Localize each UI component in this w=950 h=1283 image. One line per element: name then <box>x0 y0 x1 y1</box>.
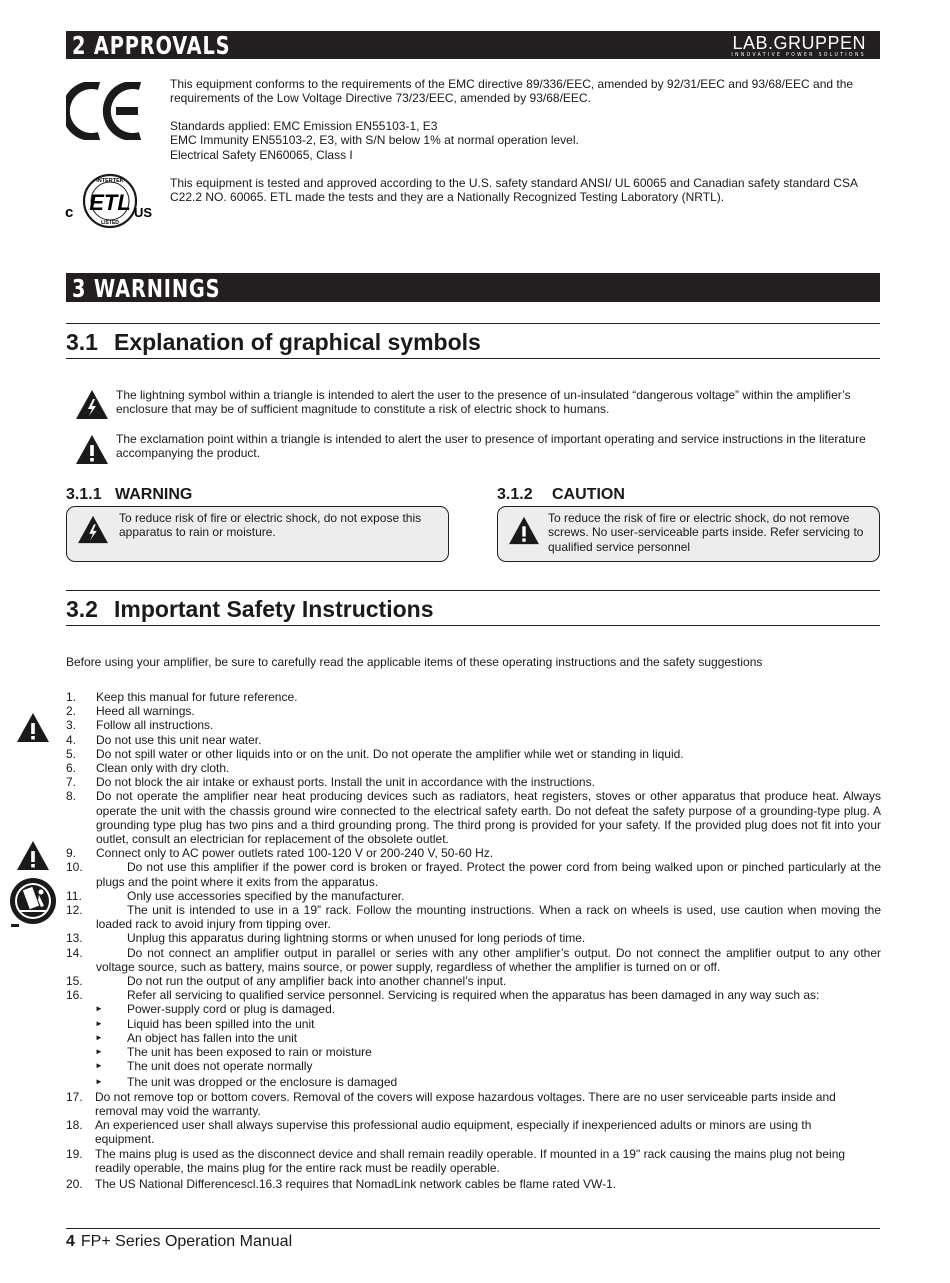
brand-logo-tagline: INNOVATIVE POWER SOLUTIONS <box>731 52 866 58</box>
warning-box-text: To reduce risk of fire or electric shock, do not expose this apparatus to rain or moisture. <box>119 511 422 540</box>
list-item <box>66 789 881 846</box>
item-text: Connect only to AC power outlets rated 100-120 V or 200-240 V, 50-60 Hz. <box>96 846 494 861</box>
exclamation-symbol-text: The exclamation point within a triangle is intended to alert the user to presence of important operating and service instructions in the literature accompanying the product. <box>116 432 866 461</box>
item-number: 15. <box>66 974 83 989</box>
section-number: 3.1 <box>66 329 98 355</box>
item-text: Do not connect an amplifier output in parallel or series with any other amplifier’s output. Do not connect the amplifier output to any other voltage source, such as battery, mains source, or power supply, regardless of whether the amplifier is turned on or off. <box>96 945 881 974</box>
list-item <box>66 1090 856 1118</box>
section-3-1-2-heading <box>497 486 625 504</box>
page-number: 4 <box>66 1233 75 1250</box>
item-text: Unplug this apparatus during lightning storms or when unused for long periods of time. <box>127 931 586 946</box>
etl-logo-center: ETL <box>89 190 131 215</box>
item-number: 10. <box>66 860 83 875</box>
bullet-arrow-icon: ► <box>95 1047 103 1057</box>
section-rule <box>66 590 880 591</box>
section-3-1-heading <box>66 328 481 356</box>
standards-line: Electrical Safety EN60065, Class I <box>170 147 353 162</box>
ce-mark-icon <box>66 82 144 140</box>
caution-box <box>497 506 880 562</box>
item-text: Do not run the output of any amplifier back into another channel’s input. <box>127 974 507 989</box>
list-item <box>66 903 881 931</box>
section-rule <box>66 323 880 324</box>
bullet-arrow-icon: ► <box>95 1018 103 1028</box>
section-title: Important Safety Instructions <box>114 596 434 622</box>
list-item <box>66 1177 856 1191</box>
item-number: 12. <box>66 903 83 918</box>
bullet-arrow-icon: ► <box>95 1032 103 1042</box>
list-item <box>66 946 881 974</box>
etl-logo-left: c <box>65 204 74 221</box>
etl-logo-bottom: LISTED <box>101 220 119 226</box>
footer-rule <box>66 1228 880 1229</box>
bullet-arrow-icon: ► <box>95 1004 103 1014</box>
warnings-header-bar <box>66 273 880 302</box>
list-item <box>66 974 881 988</box>
section-rule <box>66 625 880 626</box>
item-text: Heed all warnings. <box>96 704 195 719</box>
list-item <box>66 1118 856 1146</box>
standards-line: Standards applied: EMC Emission EN55103-1, E3 <box>170 119 438 133</box>
item-number: 16. <box>66 988 83 1003</box>
item-text: Do not use this amplifier if the power cord is broken or frayed. Protect the power cord from being walked upon or pinched particularly at the plugs and the point where it exits from the apparatus. <box>96 860 881 889</box>
item-text: Refer all servicing to qualified service personnel. Servicing is required when the apparatus has been damaged in any way such as: <box>127 988 820 1003</box>
safety-instructions-list <box>66 690 881 1191</box>
item-text: Clean only with dry cloth. <box>96 761 230 776</box>
item-text: Keep this manual for future reference. <box>96 690 298 704</box>
bullet-item <box>66 1002 881 1016</box>
bullet-text: Power-supply cord or plug is damaged. <box>127 1002 336 1017</box>
item-number: 11. <box>66 888 82 903</box>
item-text: An experienced user shall always supervise this professional audio equipment, especially if inexperienced adults or minors are using th equipment. <box>95 1118 812 1147</box>
item-number: 1. <box>66 690 77 704</box>
etl-logo-top: INTERTEK <box>96 178 124 184</box>
list-item <box>66 931 881 945</box>
section-title: WARNING <box>115 486 193 503</box>
list-item <box>66 704 881 718</box>
bullet-text: The unit does not operate normally <box>127 1059 313 1074</box>
item-text: Do not spill water or other liquids into or on the unit. Do not operate the amplifier while wet or standing in liquid. <box>96 746 684 761</box>
section-title: Explanation of graphical symbols <box>114 329 481 355</box>
etl-logo-right: US <box>134 205 153 220</box>
item-number: 5. <box>66 746 77 761</box>
lightning-warning-icon <box>77 515 109 544</box>
section-number: 3.1.2 <box>497 486 533 503</box>
etl-listed-logo-icon <box>64 172 159 230</box>
exclamation-warning-icon <box>16 840 50 871</box>
list-item <box>66 690 881 704</box>
list-item <box>66 1147 856 1175</box>
list-item <box>66 733 881 747</box>
bullet-text: The unit has been exposed to rain or moisture <box>127 1045 372 1060</box>
list-item <box>66 860 881 888</box>
item-number: 3. <box>66 718 77 733</box>
list-item <box>66 761 881 775</box>
list-item <box>66 775 881 789</box>
bullet-item <box>66 1017 881 1031</box>
item-number: 9. <box>66 846 77 861</box>
item-number: 4. <box>66 732 77 747</box>
item-number: 17. <box>66 1089 83 1104</box>
item-number: 13. <box>66 931 83 946</box>
approvals-title: 2 APPROVALS <box>72 31 231 60</box>
warnings-title: 3 WARNINGS <box>72 274 221 303</box>
brand-logo <box>731 34 866 59</box>
item-number: 18. <box>66 1118 83 1133</box>
item-number: 14. <box>66 945 83 960</box>
page-footer <box>66 1232 292 1252</box>
item-text: The US National Differencescl.16.3 requires that NomadLink network cables be flame rated VW-1. <box>95 1176 617 1191</box>
list-item <box>66 988 881 1002</box>
exclamation-warning-icon <box>75 434 109 465</box>
bullet-item <box>66 1075 881 1089</box>
bullet-arrow-icon: ► <box>95 1077 103 1087</box>
item-number: 19. <box>66 1146 83 1161</box>
standards-line: EMC Immunity EN55103-2, E3, with S/N below 1% at normal operation level. <box>170 133 579 148</box>
item-text: Do not block the air intake or exhaust ports. Install the unit in accordance with the instructions. <box>96 775 595 790</box>
item-number: 7. <box>66 775 77 790</box>
section-rule <box>66 358 880 359</box>
bullet-item <box>66 1059 881 1073</box>
bullet-item <box>66 1045 881 1059</box>
section-3-1-1-heading <box>66 486 192 504</box>
brand-logo-text: LAB.GRUPPEN <box>732 33 866 53</box>
section-number: 3.1.1 <box>66 486 102 503</box>
list-item <box>66 846 881 860</box>
bullet-text: Liquid has been spilled into the unit <box>127 1016 315 1031</box>
exclamation-warning-icon <box>508 516 540 545</box>
item-text: Do not remove top or bottom covers. Removal of the covers will expose hazardous voltages. There are no user serviceable parts inside and removal may void the warranty. <box>95 1089 836 1118</box>
caution-box-text: To reduce the risk of fire or electric shock, do not remove screws. No user-serviceable parts inside. Refer servicing to qualified service personnel <box>548 511 864 554</box>
manual-title: FP+ Series Operation Manual <box>80 1233 293 1250</box>
item-text: The mains plug is used as the disconnect device and shall remain readily operable. If mounted in a 19" rack causing the mains plug not being readily operable, the mains plug for the entire rack must be readily operable. <box>95 1146 846 1175</box>
ce-conformity-text: This equipment conforms to the requirements of the EMC directive 89/336/EEC, amended by 92/31/EEC and 93/68/EEC and the requirements of the Low Voltage Directive 73/23/EEC, amended by 93/68/EEC. <box>170 77 854 106</box>
exclamation-warning-icon <box>16 712 50 743</box>
item-text: Follow all instructions. <box>96 718 214 733</box>
lightning-warning-icon <box>75 389 109 420</box>
rack-tip-over-warning-icon <box>8 876 60 930</box>
item-text: The unit is intended to use in a 19” rack. Follow the mounting instructions. When a rack on wheels is used, use caution when moving the loaded rack to avoid injury from tipping over. <box>96 903 881 932</box>
item-number: 2. <box>66 704 77 719</box>
item-number: 6. <box>66 761 77 776</box>
item-number: 8. <box>66 789 77 804</box>
standards-block <box>170 119 882 162</box>
bullet-arrow-icon: ► <box>95 1061 103 1071</box>
list-item <box>66 747 881 761</box>
item-text: Only use accessories specified by the manufacturer. <box>127 888 405 903</box>
approvals-header-bar <box>66 31 880 59</box>
list-item <box>66 889 881 903</box>
bullet-text: The unit was dropped or the enclosure is damaged <box>127 1075 398 1090</box>
item-text: Do not operate the amplifier near heat producing devices such as radiators, heat registers, stoves or other apparatus that produce heat. Always operate the unit with the chassis ground wire connected to the electrical safety earth. Do not defeat the safety purpose of a grounding-type plug. A grounding type plug has two pins and a third grounding prong. The third prong is provided for your safety. If the provided plug does not fit into your outlet, consult an electrician for replacement of the obsolete outlet. <box>96 789 881 847</box>
list-item <box>66 718 881 732</box>
etl-approval-text: This equipment is tested and approved according to the U.S. safety standard ANSI/ UL 60065 and Canadian safety standard CSA C22.2 NO. 60065. ETL made the tests and they are a Nationally Recognized Testing Laboratory (NRTL). <box>170 176 858 205</box>
section-title: CAUTION <box>552 486 625 503</box>
safety-intro-text: Before using your amplifier, be sure to carefully read the applicable items of these operating instructions and the safety suggestions <box>66 655 763 669</box>
item-text: Do not use this unit near water. <box>96 732 262 747</box>
section-number: 3.2 <box>66 596 98 622</box>
section-3-2-heading <box>66 595 433 623</box>
bullet-item <box>66 1031 881 1045</box>
item-number: 20. <box>66 1176 83 1191</box>
warning-box <box>66 506 449 562</box>
lightning-symbol-text: The lightning symbol within a triangle is intended to alert the user to the presence of un-insulated “dangerous voltage” within the amplifier’s enclosure that may be of sufficient magnitude to constitute a risk of electric shock to humans. <box>116 388 851 417</box>
bullet-text: An object has fallen into the unit <box>127 1030 298 1045</box>
